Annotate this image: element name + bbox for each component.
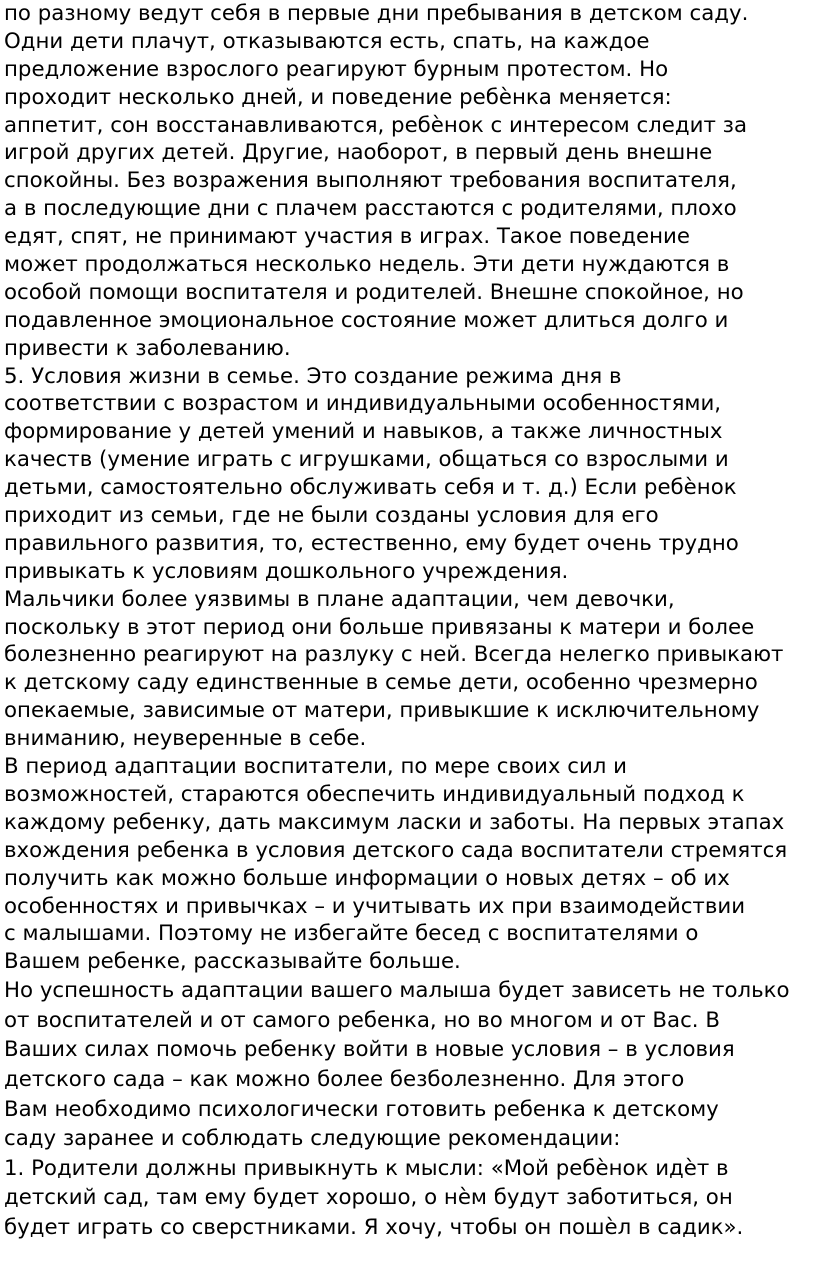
text-line: Одни дети плачут, отказываются есть, спать, на каждое [4, 28, 650, 54]
text-line: детского сада – как можно более безболезненно. Для этого [4, 1066, 685, 1092]
text-line: привыкать к условиям дошкольного учреждения. [4, 558, 569, 584]
text-line: болезненно реагируют на разлуку с ней. Всегда нелегко привыкают [4, 642, 784, 668]
text-line: едят, спят, не принимают участия в играх. Такое поведение [4, 224, 691, 250]
text-line: Вам необходимо психологически готовить ребенка к детскому [4, 1096, 719, 1122]
text-line: качеств (умение играть с игрушками, общаться со взрослыми и [4, 447, 729, 473]
text-line: вниманию, неуверенные в себе. [4, 726, 367, 752]
text-block-recommendations [4, 976, 812, 1242]
text-line: опекаемые, зависимые от матери, привыкшие к исключительному [4, 698, 760, 724]
text-line: от воспитателей и от самого ребенка, но во многом и от Вас. В [4, 1007, 720, 1033]
text-line: правильного развития, то, естественно, ему будет очень трудно [4, 530, 739, 556]
text-line: приходит из семьи, где не были созданы условия для его [4, 503, 659, 529]
text-line: может продолжаться несколько недель. Эти дети нуждаются в [4, 252, 730, 278]
text-line: поскольку в этот период они больше привязаны к матери и более [4, 614, 755, 640]
text-line: соответствии с возрастом и индивидуальными особенностями, [4, 391, 722, 417]
text-line: к детскому саду единственные в семье дети, особенно чрезмерно [4, 670, 758, 696]
text-line: вхождения ребенка в условия детского сада воспитатели стремятся [4, 837, 788, 863]
text-line: каждому ребенку, дать максимум ласки и заботы. На первых этапах [4, 809, 785, 835]
text-line: формирование у детей умений и навыков, а также личностных [4, 419, 723, 445]
text-line: предложение взрослого реагируют бурным протестом. Но [4, 56, 669, 82]
text-line: Но успешность адаптации вашего малыша будет зависеть не только [4, 978, 790, 1004]
document-page [4, 0, 812, 1243]
text-line: по разному ведут себя в первые дни пребывания в детском саду. [4, 1, 749, 26]
text-line: В период адаптации воспитатели, по мере своих сил и [4, 754, 628, 780]
text-line: особенностях и привычках – и учитывать их при взаимодействии [4, 893, 746, 919]
text-line: игрой других детей. Другие, наоборот, в первый день внешне [4, 140, 713, 166]
text-line: особой помощи воспитателя и родителей. Внешне спокойное, но [4, 279, 744, 305]
text-line: Вашем ребенке, рассказывайте больше. [4, 949, 461, 975]
text-line: с малышами. Поэтому не избегайте бесед с воспитателями о [4, 921, 699, 947]
text-line: привести к заболеванию. [4, 335, 291, 361]
text-line: будет играть со сверстниками. Я хочу, чтобы он пошѐл в садик». [4, 1214, 744, 1240]
text-line: 5. Условия жизни в семье. Это создание режима дня в [4, 363, 622, 389]
text-line: Ваших силах помочь ребенку войти в новые условия – в условия [4, 1037, 735, 1063]
text-line: детский сад, там ему будет хорошо, о нѐм будут заботиться, он [4, 1185, 733, 1211]
text-line: спокойны. Без возражения выполняют требования воспитателя, [4, 168, 737, 194]
text-block-adaptation [4, 0, 812, 976]
text-line: 1. Родители должны привыкнуть к мысли: «Мой ребѐнок идѐт в [4, 1155, 729, 1181]
text-line: аппетит, сон восстанавливаются, ребѐнок с интересом следит за [4, 112, 747, 138]
text-line: проходит несколько дней, и поведение ребѐнка меняется: [4, 84, 672, 110]
text-line: саду заранее и соблюдать следующие рекомендации: [4, 1126, 621, 1152]
text-line: подавленное эмоциональное состояние может длиться долго и [4, 307, 729, 333]
text-line: возможностей, стараются обеспечить индивидуальный подход к [4, 781, 745, 807]
text-line: а в последующие дни с плачем расстаются с родителями, плохо [4, 196, 737, 222]
text-line: получить как можно больше информации о новых детях – об их [4, 865, 730, 891]
text-line: детьми, самостоятельно обслуживать себя и т. д.) Если ребѐнок [4, 475, 737, 501]
text-line: Мальчики более уязвимы в плане адаптации, чем девочки, [4, 586, 675, 612]
